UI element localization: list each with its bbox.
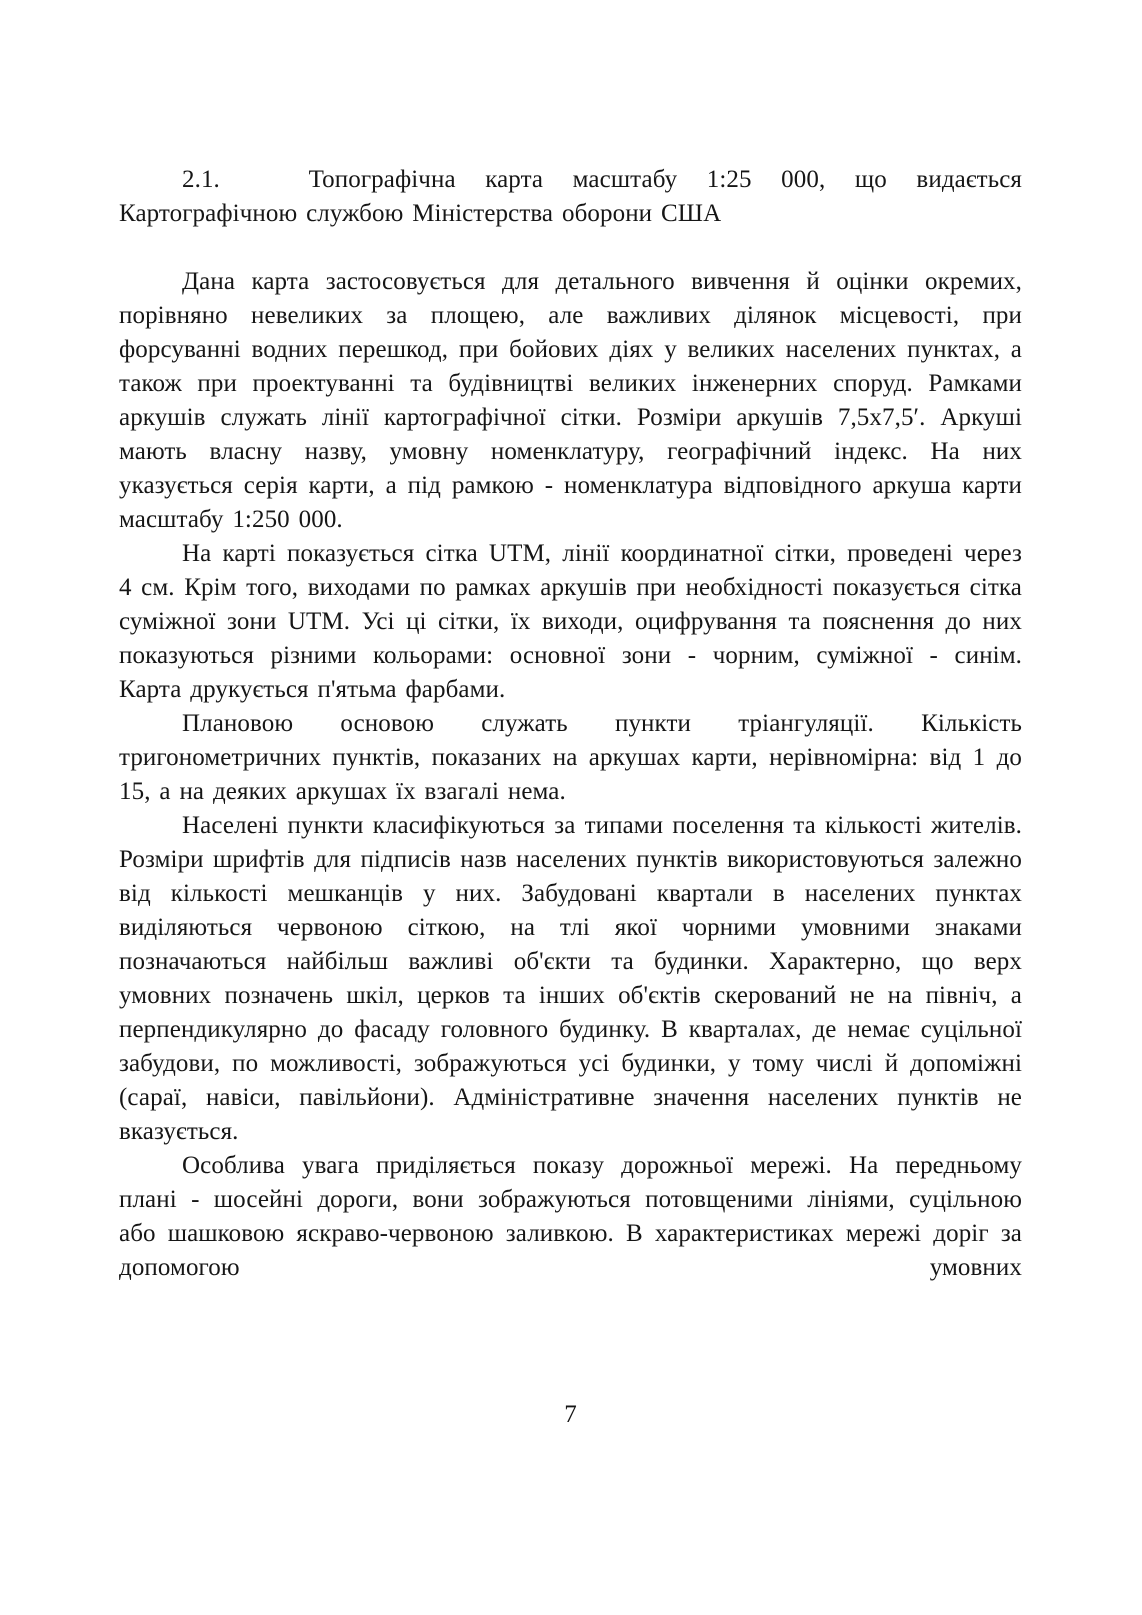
paragraph: Населені пункти класифікуються за типами поселення та кількості жителів. Розміри шрифтів для підписів назв населених пунктів використовуються залежно від кількості мешканців у них. Забудовані квартали в населених пунктах виділяються червоною сіткою, на тлі якої чорними умовними знаками позначаються найбільш важливі об'єкти та будинки. Характерно, що верх умовних позначень шкіл, церков та інших об'єктів скерований не на північ, а перпендикулярно до фасаду головного будинку. В кварталах, де немає суцільної забудови, по можливості, зображуються усі будинки, у тому числі й допоміжні (сараї, навіси, павільйони). Адміністративне значення населених пунктів не вказується. xyxy=(119,812,1022,1145)
section-heading: 2.1. Топографічна карта масштабу 1:25 000, що видається Картографічною службою Міністерства оборони США xyxy=(119,166,1022,227)
paragraph: На карті показується сітка UTM, лінії координатної сітки, проведені через 4 см. Крім того, виходами по рамках аркушів при необхідності показується сітка суміжної зони UTM. Усі ці сітки, їх виходи, оцифрування та пояснення до них показуються різними кольорами: основної зони - чорним, суміжної - синім. Карта друкується п'ятьма фарбами. xyxy=(119,540,1022,703)
text-block xyxy=(119,163,1022,1285)
page-number: 7 xyxy=(564,1401,577,1428)
paragraph: Особлива увага приділяється показу дорожньої мережі. На передньому плані - шосейні дороги, вони зображуються потовщеними лініями, суцільною або шашковою яскраво-червоною заливкою. В характеристиках мережі доріг за допомогою умовних xyxy=(119,1152,1022,1281)
paragraph: Дана карта застосовується для детального вивчення й оцінки окремих, порівняно невеликих за площею, але важливих ділянок місцевості, при форсуванні водних перешкод, при бойових діях у великих населених пунктах, а також при проектуванні та будівництві великих інженерних споруд. Рамками аркушів служать лінії картографічної сітки. Розміри аркушів 7,5х7,5′. Аркуші мають власну назву, умовну номенклатуру, географічний індекс. На них указується серія карти, а під рамкою - номенклатура відповідного аркуша карти масштабу 1:250 000. xyxy=(119,268,1022,533)
paragraph: Плановою основою служать пункти тріангуляції. Кількість тригонометричних пунктів, показаних на аркушах карти, нерівномірна: від 1 до 15, а на деяких аркушах їх взагалі нема. xyxy=(119,710,1022,805)
